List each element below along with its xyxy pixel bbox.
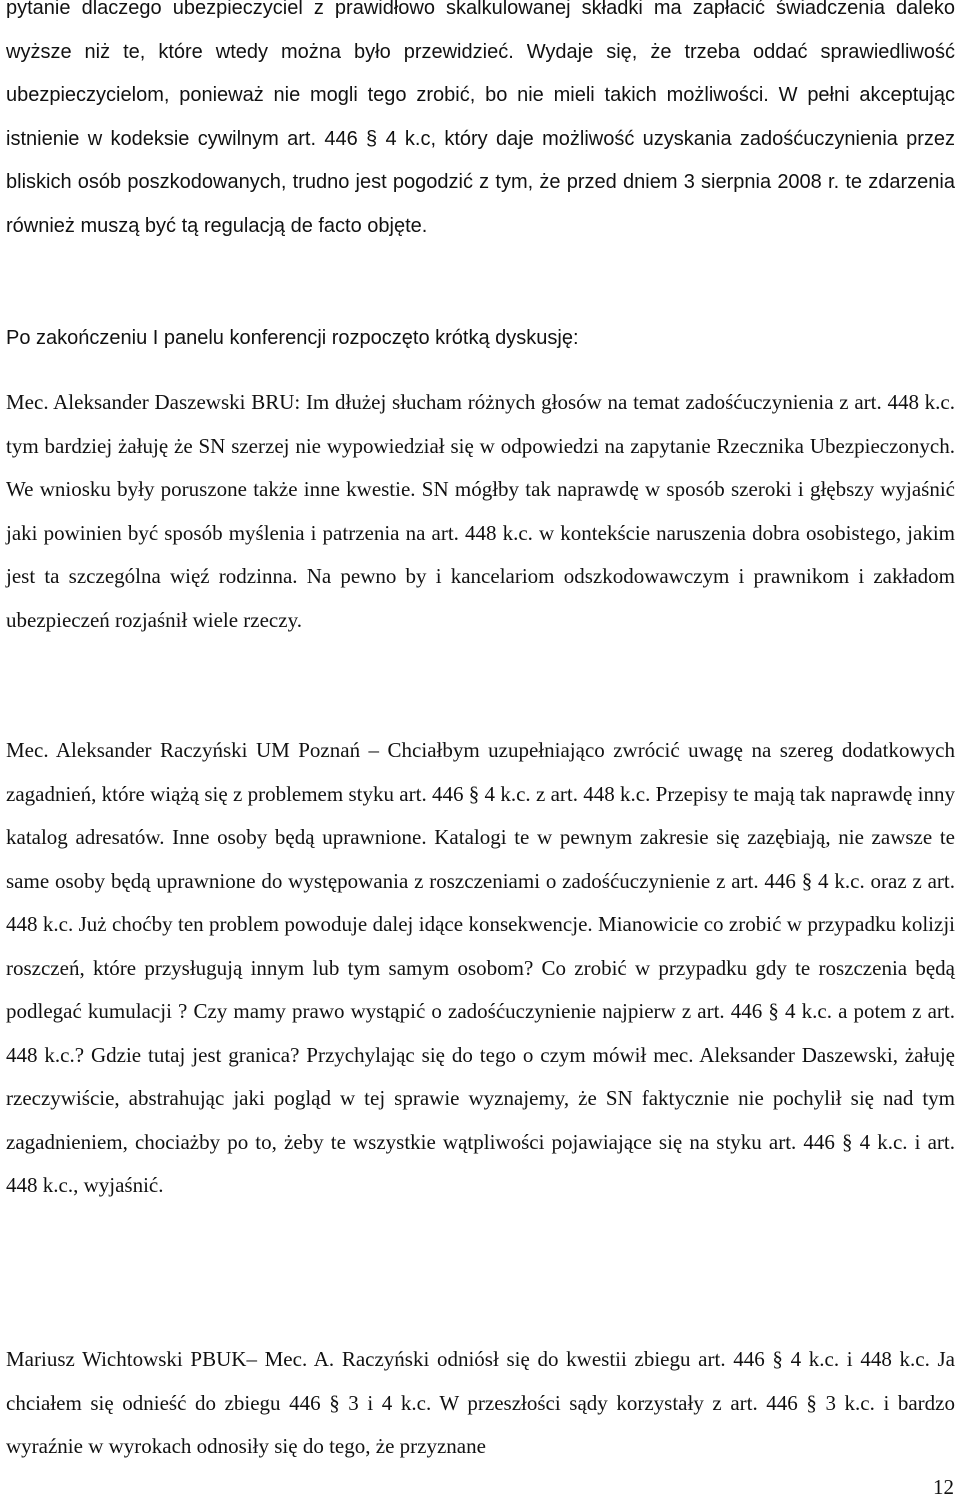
page-number: 12 — [933, 1475, 954, 1499]
paragraph-insurer-discussion — [6, 0, 955, 248]
paragraph-text: Mec. Aleksander Daszewski BRU: Im dłużej słucham różnych głosów na temat zadośćuczynienia z art. 448 k.c. tym bardziej żałuję że SN szerzej nie wypowiedział się w odpowiedzi na zapytanie Rzecznika Ubezpieczonych. We wniosku były poruszone także inne kwestie. SN mógłby tak naprawdę w sposób szeroki i głębszy wyjaśnić jaki powinien być sposób myślenia i patrzenia na art. 448 k.c. w kontekście naruszenia dobra osobistego, jakim jest ta szczególna więź rodzinna. Na pewno by i kancelariom odszkodowawczym i prawnikom i zakładom ubezpieczeń rozjaśnił wiele rzeczy. — [6, 390, 955, 632]
paragraph-text: pytanie dlaczego ubezpieczyciel z prawidłowo skalkulowanej składki ma zapłacić świadczenia daleko wyższe niż te, które wtedy można było przewidzieć. Wydaje się, że trzeba oddać sprawiedliwość ubezpieczycielom, ponieważ nie mogli tego zrobić, bo nie mieli takich możliwości. W pełni akceptując istnienie w kodeksie cywilnym art. 446 § 4 k.c, który daje możliwość uzyskania zadośćuczynienia przez bliskich osób poszkodowanych, trudno jest pogodzić z tym, że przed dniem 3 sierpnia 2008 r. te zdarzenia również muszą być tą regulacją de facto objęte. — [6, 0, 955, 237]
paragraph-wichtowski-statement — [6, 1338, 955, 1469]
paragraph-raczynski-statement — [6, 729, 955, 1208]
paragraph-text: Mec. Aleksander Raczyński UM Poznań – Chciałbym uzupełniająco zwrócić uwagę na szereg dodatkowych zagadnień, które wiążą się z problemem styku art. 446 § 4 k.c. z art. 448 k.c. Przepisy te mają tak naprawdę inny katalog adresatów. Inne osoby będą uprawnione. Katalogi te w pewnym zakresie się zazębiają, nie zawsze te same osoby będą uprawnione do występowania z roszczeniami o zadośćuczynienie z art. 446 § 4 k.c. oraz z art. 448 k.c. Już choćby ten problem powoduje dalej idące konsekwencje. Mianowicie co zrobić w przypadku kolizji roszczeń, które przysługują innym lub tym samym osobom? Co zrobić w przypadku gdy te roszczenia będą podlegać kumulacji ? Czy mamy prawo wystąpić o zadośćuczynienie najpierw z art. 446 § 4 k.c. a potem z art. 448 k.c.? Gdzie tutaj jest granica? Przychylając się do tego o czym mówił mec. Aleksander Daszewski, żałuję rzeczywiście, abstrahując jaki pogląd w tej sprawie wyznajemy, że SN faktycznie nie pochylił się nad tym zagadnieniem, chociażby po to, żeby te wszystkie wątpliwości pojawiające się na styku art. 446 § 4 k.c. i art. 448 k.c., wyjaśnić. — [6, 738, 955, 1197]
paragraph-daszewski-statement — [6, 381, 955, 642]
paragraph-text: Po zakończeniu I panelu konferencji rozpoczęto krótką dyskusję: — [6, 327, 579, 349]
paragraph-panel-discussion-intro — [6, 317, 955, 361]
paragraph-text: Mariusz Wichtowski PBUK– Mec. A. Raczyński odniósł się do kwestii zbiegu art. 446 § 4 k.c. i 448 k.c. Ja chciałem się odnieść do zbiegu 446 § 3 i 4 k.c. W przeszłości sądy korzystały z art. 446 § 3 k.c. i bardzo wyraźnie w wyrokach odnosiły się do tego, że przyznane — [6, 1347, 955, 1458]
